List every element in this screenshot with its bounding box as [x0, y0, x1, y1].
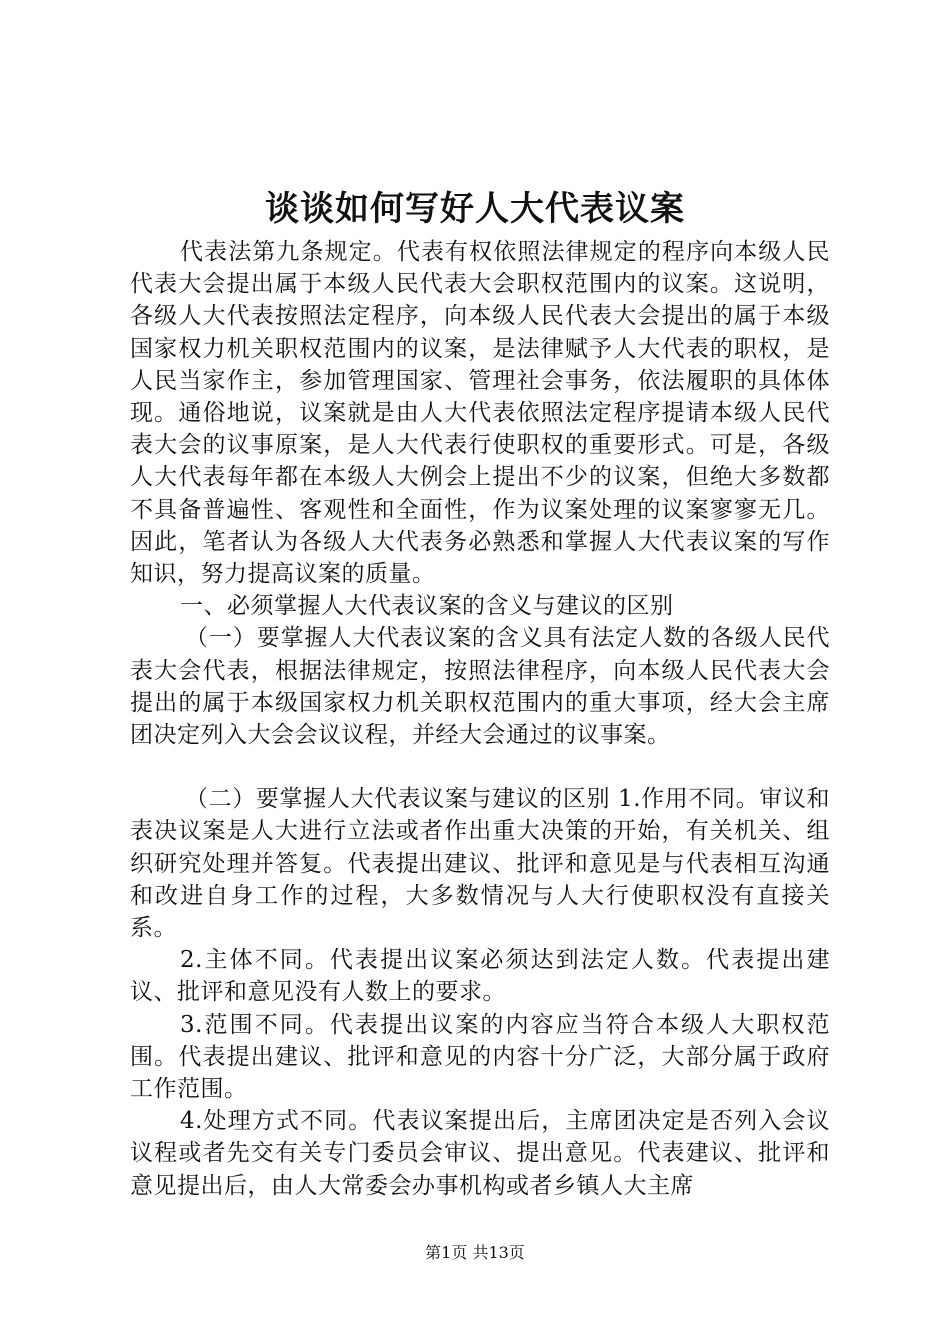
paragraph-item-4: 4.处理方式不同。代表议案提出后，主席团决定是否列入会议议程或者先交有关专门委员会审议、提出意见。代表建议、批评和意见提出后，由人大常委会办事机构或者乡镇人大主席 [130, 1108, 830, 1199]
page-number-footer: 第1页 共13页 [425, 1243, 525, 1262]
document-body [130, 236, 830, 1202]
paragraph-item-2: 2.主体不同。代表提出议案必须达到法定人数。代表提出建议、批评和意见没有人数上的要求。 [130, 947, 830, 1006]
paragraph-subsection-1: （一）要掌握人大代表议案的含义具有法定人数的各级人民代表大会代表，根据法律规定，按照法律程序，向本级人民代表大会提出的属于本级国家权力机关职权范围内的重大事项，经大会主席团决定列入大会会议议程，并经大会通过的议事案。 [130, 625, 830, 749]
section-heading-1: 一、必须掌握人大代表议案的含义与建议的区别 [180, 593, 674, 620]
paragraph-item-3: 3.范围不同。代表提出议案的内容应当符合本级人大职权范围。代表提出建议、批评和意见的内容十分广泛，大部分属于政府工作范围。 [130, 1011, 830, 1103]
document-title: 谈谈如何写好人大代表议案 [265, 189, 685, 229]
paragraph-spacer [130, 751, 830, 783]
paragraph-subsection-2: （二）要掌握人大代表议案与建议的区别 1.作用不同。审议和表决议案是人大进行立法或者作出重大决策的开始，有关机关、组织研究处理并答复。代表提出建议、批评和意见是与代表相互沟通和改进自身工作的过程，大多数情况与人大行使职权没有直接关系。 [130, 786, 830, 942]
paragraph-intro: 代表法第九条规定。代表有权依照法律规定的程序向本级人民代表大会提出属于本级人民代表大会职权范围内的议案。这说明，各级人大代表按照法定程序，向本级人民代表大会提出的属于本级国家权力机关职权范围内的议案，是法律赋予人大代表的职权，是人民当家作主，参加管理国家、管理社会事务，依法履职的具体体现。通俗地说，议案就是由人大代表依照法定程序提请本级人民代表大会的议事原案，是人大代表行使职权的重要形式。可是，各级人大代表每年都在本级人大例会上提出不少的议案，但绝大多数都不具备普遍性、客观性和全面性，作为议案处理的议案寥寥无几。因此，笔者认为各级人大代表务必熟悉和掌握人大代表议案的写作知识，努力提高议案的质量。 [130, 239, 830, 588]
